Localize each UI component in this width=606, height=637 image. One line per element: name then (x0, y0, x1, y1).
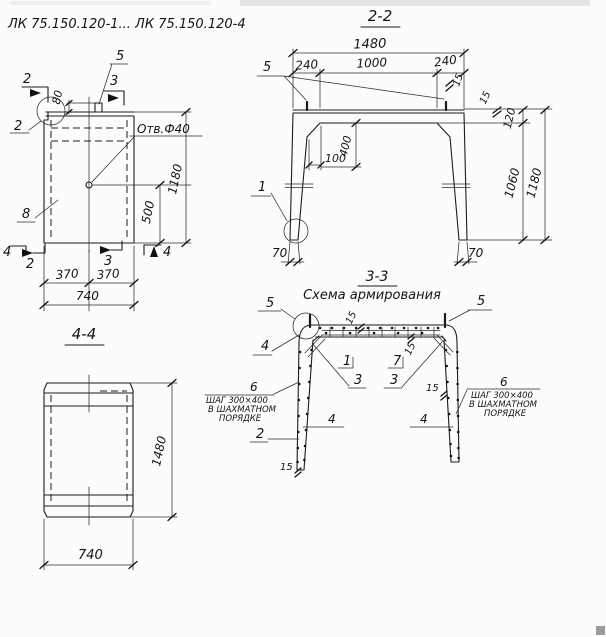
bar-4-left-leg-label: 4 (328, 412, 336, 426)
bar-7-label: 7 (393, 354, 402, 369)
dim-70-left: 70 (272, 246, 288, 260)
dim-15-top: 15 (344, 309, 360, 327)
dim-400: 400 (336, 134, 355, 158)
bar-3-right-label: 3 (390, 373, 399, 388)
section-4-4-title: 4-4 (71, 325, 97, 343)
dim-240-right: 240 (433, 52, 458, 70)
scan-streak (10, 1, 210, 5)
section-mark-2-bottom: 2 (26, 257, 35, 272)
section-3-3-title: 3-3 (365, 269, 389, 285)
leg-joint-ticks (285, 184, 470, 188)
note-right-line2: В ШАХМАТНОМ (469, 400, 538, 410)
plan-view (3, 49, 202, 311)
dim-15-mid: 15 (403, 340, 419, 358)
section-mark-arrows (22, 89, 158, 257)
dim-15-right: 15 (426, 383, 439, 394)
section-4-4-dim-ticks (40, 380, 176, 569)
detail-circle (284, 219, 308, 243)
section-2-2-title: 2-2 (367, 7, 393, 25)
bar-4-top-label: 4 (261, 339, 270, 354)
dim-80: 80 (49, 89, 66, 106)
loop-callout-label: 5 (263, 60, 272, 75)
note-left-line2: В ШАХМАТНОМ (208, 405, 277, 415)
dim-100: 100 (325, 152, 346, 165)
bar-4-right-leg-label: 4 (420, 412, 428, 426)
section-3-3-outline (297, 325, 459, 470)
section-3-3-view (205, 269, 540, 477)
detail-callout-label: 1 (258, 180, 267, 195)
corner-mark (596, 626, 605, 635)
hole-leader (92, 136, 202, 182)
section-4-4-view (40, 325, 177, 570)
loop-callout-right: 5 (477, 294, 486, 309)
dim-1000: 1000 (356, 55, 388, 71)
loop-callout-left: 5 (266, 296, 275, 311)
dim-370-left: 370 (55, 266, 80, 282)
scan-artifacts (10, 0, 605, 635)
dim-240-left: 240 (294, 57, 319, 73)
section-2-2-dim-lines (281, 53, 545, 262)
dim-15-bottom: 15 (280, 462, 293, 473)
bar-1-label: 1 (343, 354, 352, 369)
section-4-4-dim-lines (44, 383, 177, 570)
rebar-dots (298, 328, 459, 462)
note-left-line3: ПОРЯДКЕ (219, 414, 262, 424)
haunch-bars (305, 335, 453, 357)
dim-740: 740 (76, 289, 99, 303)
dim-1180: 1180 (165, 162, 186, 196)
section-4-4-outline (44, 383, 133, 517)
section-2-2-outline (290, 110, 467, 240)
lifting-loop (95, 103, 102, 112)
dim-70-right: 70 (468, 246, 484, 260)
sheet-title: ЛК 75.150.120-1... ЛК 75.150.120-4 (8, 17, 246, 32)
scan-streak (240, 0, 590, 6)
dim-370-right: 370 (96, 266, 121, 282)
section-3-3-subtitle: Схема армирования (303, 288, 441, 303)
dim-1480: 1480 (149, 434, 170, 468)
section-mark-2-top: 2 (23, 72, 32, 87)
dim-1060: 1060 (501, 166, 523, 200)
hole-label: Отв.Ф40 (137, 122, 190, 136)
lifting-loops (307, 102, 446, 110)
bar-3-left-label: 3 (354, 373, 363, 388)
bar-6-right-label: 6 (500, 375, 508, 389)
note-right-line3: ПОРЯДКЕ (484, 409, 527, 419)
note-right-line1: ШАГ 300×400 (471, 391, 533, 401)
detail-circle-label: 2 (14, 119, 23, 134)
section-mark-4-right: 4 (163, 245, 172, 260)
section-mark-4-left: 4 (3, 245, 12, 260)
dim-1180: 1180 (523, 166, 545, 200)
dim-120: 120 (500, 106, 519, 130)
dim-15-a: 15 (451, 72, 466, 89)
note-left-line1: ШАГ 300×400 (206, 396, 268, 406)
dim-500: 500 (138, 199, 158, 225)
loop-callout-leaders (257, 76, 444, 100)
section-2-2-view (251, 7, 552, 266)
stirrup-ticks (330, 327, 434, 337)
section-mark-3-top: 3 (110, 74, 119, 89)
section-mark-3-bottom: 3 (104, 254, 113, 269)
wall-callout-label: 8 (22, 207, 31, 222)
bar-6-left-label: 6 (250, 380, 258, 394)
loop-callout-label: 5 (116, 49, 125, 64)
dim-740: 740 (78, 548, 103, 563)
detail-callout-leader (251, 193, 287, 221)
dim-1480: 1480 (353, 36, 387, 53)
dim-15-b: 15 (478, 89, 494, 107)
bar-2-label: 2 (256, 427, 265, 442)
